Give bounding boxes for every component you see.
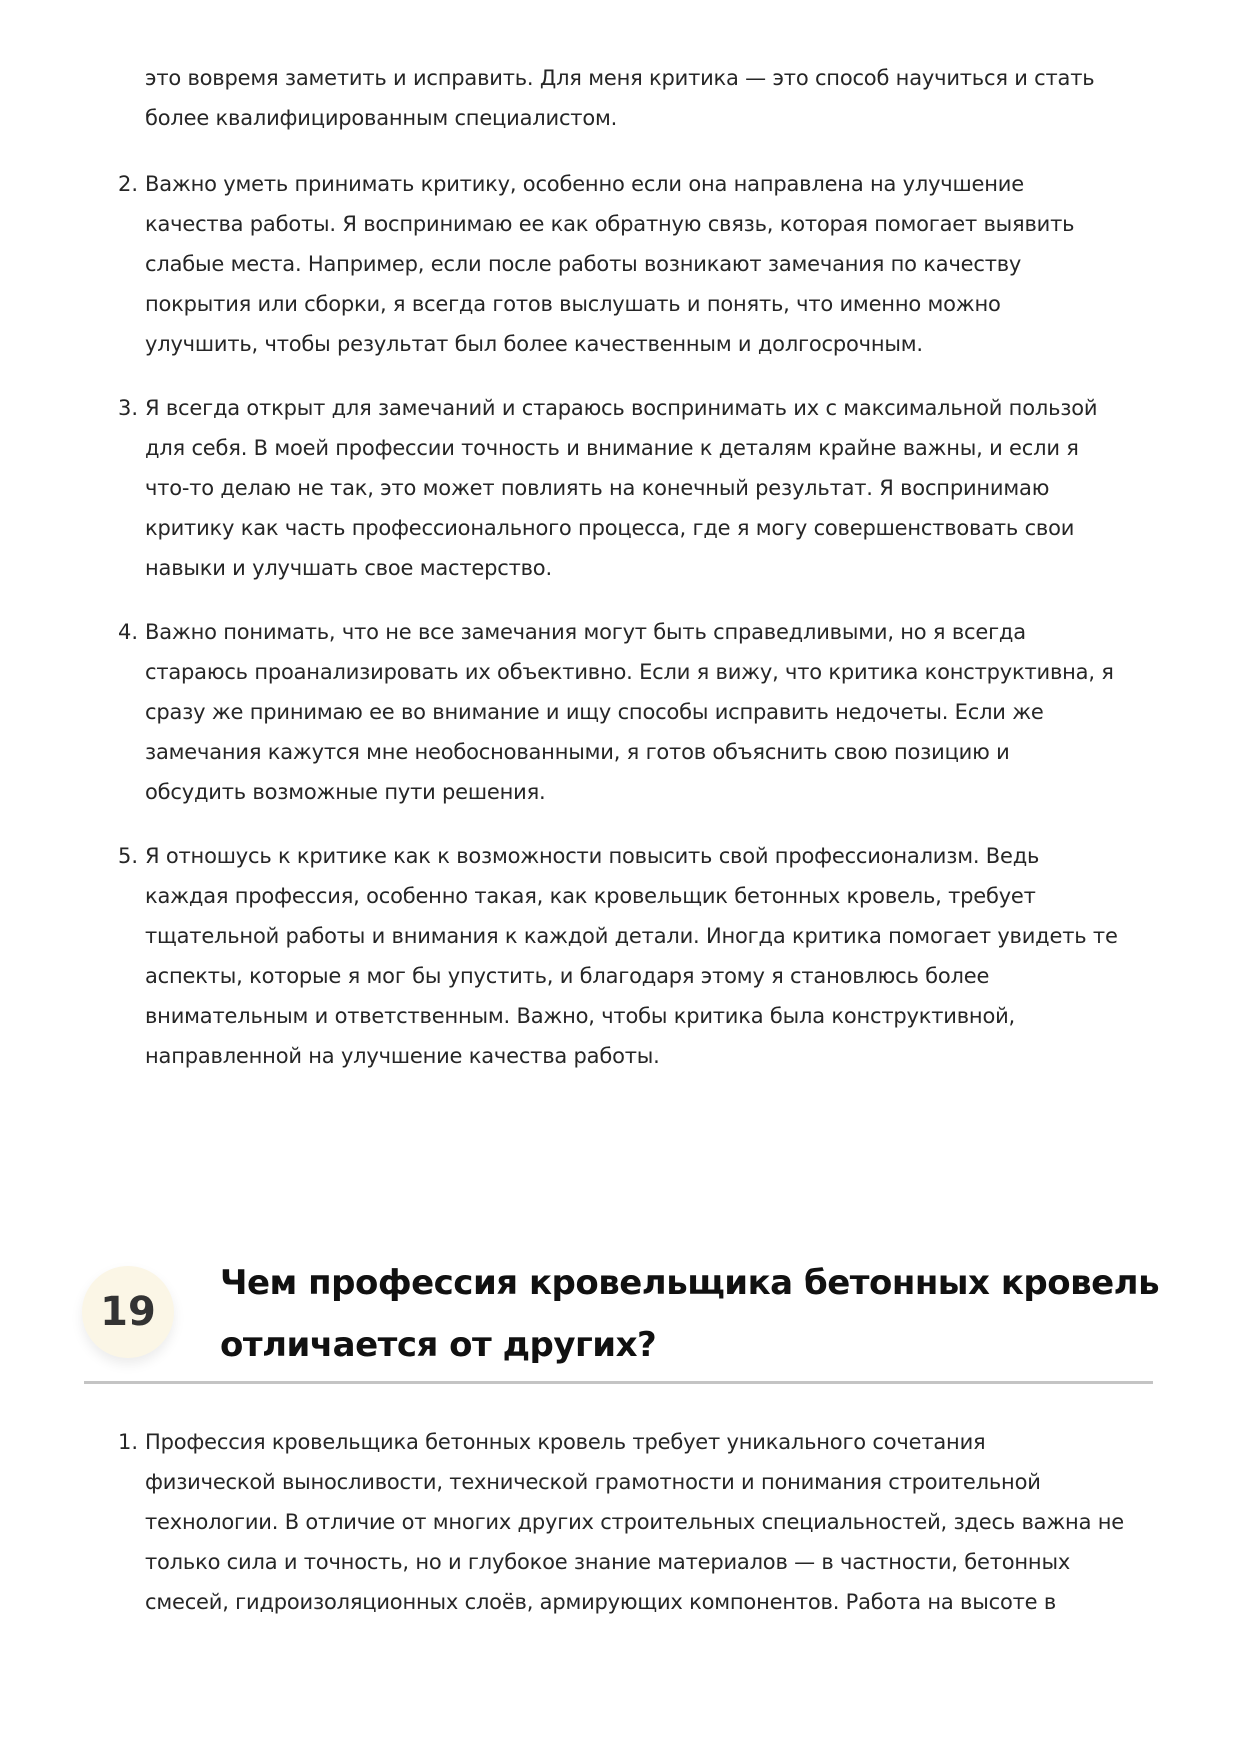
paragraph-line: для себя. В моей профессии точность и внимание к деталям крайне важны, и если я: [145, 436, 1079, 460]
list-number: 3.: [118, 396, 139, 420]
paragraph-line: технологии. В отличие от многих других строительных специальностей, здесь важна не: [145, 1510, 1124, 1534]
paragraph-line: Важно понимать, что не все замечания могут быть справедливыми, но я всегда: [145, 620, 1026, 644]
paragraph-line: покрытия или сборки, я всегда готов выслушать и понять, что именно можно: [145, 292, 1001, 316]
list-item: [118, 164, 1168, 364]
paragraph-line: навыки и улучшать свое мастерство.: [145, 556, 552, 580]
paragraph-line: улучшить, чтобы результат был более качественным и долгосрочным.: [145, 332, 923, 356]
paragraph-line: стараюсь проанализировать их объективно. Если я вижу, что критика конструктивна, я: [145, 660, 1114, 684]
paragraph-line: слабые места. Например, если после работы возникают замечания по качеству: [145, 252, 1022, 276]
paragraph-line: каждая профессия, особенно такая, как кровельщик бетонных кровель, требует: [145, 884, 1036, 908]
paragraph-line: что-то делаю не так, это может повлиять на конечный результат. Я воспринимаю: [145, 476, 1050, 500]
list-item: [118, 836, 1168, 1076]
paragraph-line: Я всегда открыт для замечаний и стараюсь воспринимать их с максимальной пользой: [145, 396, 1098, 420]
list-number: 5.: [118, 844, 139, 868]
paragraph-line: Важно уметь принимать критику, особенно если она направлена на улучшение: [145, 172, 1024, 196]
list-number: 1.: [118, 1430, 139, 1454]
paragraph-line: качества работы. Я воспринимаю ее как обратную связь, которая помогает выявить: [145, 212, 1075, 236]
list-number: 4.: [118, 620, 139, 644]
list-item: [118, 58, 1168, 138]
paragraph-line: внимательным и ответственным. Важно, чтобы критика была конструктивной,: [145, 1004, 1016, 1028]
paragraph-line: Я отношусь к критике как к возможности повысить свой профессионализм. Ведь: [145, 844, 1040, 868]
list-item: [118, 1422, 1168, 1622]
list-item: [118, 612, 1168, 812]
paragraph-line: критику как часть профессионального процесса, где я могу совершенствовать свои: [145, 516, 1075, 540]
heading-line: отличается от других?: [220, 1325, 657, 1365]
paragraph-line: более квалифицированным специалистом.: [145, 106, 618, 130]
heading-line: Чем профессия кровельщика бетонных кровель: [220, 1263, 1160, 1303]
paragraph-line: только сила и точность, но и глубокое знание материалов — в частности, бетонных: [145, 1550, 1071, 1574]
paragraph-line: направленной на улучшение качества работы.: [145, 1044, 660, 1068]
paragraph-line: смесей, гидроизоляционных слоёв, армирующих компонентов. Работа на высоте в: [145, 1590, 1056, 1614]
list-number: 2.: [118, 172, 139, 196]
paragraph-line: сразу же принимаю ее во внимание и ищу способы исправить недочеты. Если же: [145, 700, 1044, 724]
paragraph-line: замечания кажутся мне необоснованными, я готов объяснить свою позицию и: [145, 740, 1010, 764]
paragraph-line: тщательной работы и внимания к каждой детали. Иногда критика помогает увидеть те: [145, 924, 1118, 948]
list-item: [118, 388, 1168, 588]
paragraph-line: обсудить возможные пути решения.: [145, 780, 546, 804]
paragraph-line: Профессия кровельщика бетонных кровель требует уникального сочетания: [145, 1430, 986, 1454]
paragraph-line: физической выносливости, технической грамотности и понимания строительной: [145, 1470, 1041, 1494]
paragraph-line: это вовремя заметить и исправить. Для меня критика — это способ научиться и стать: [145, 66, 1095, 90]
section-heading: [220, 1252, 1160, 1376]
question-number-badge: 19: [82, 1266, 174, 1358]
paragraph-line: аспекты, которые я мог бы упустить, и благодаря этому я становлюсь более: [145, 964, 990, 988]
heading-divider: [84, 1381, 1153, 1384]
